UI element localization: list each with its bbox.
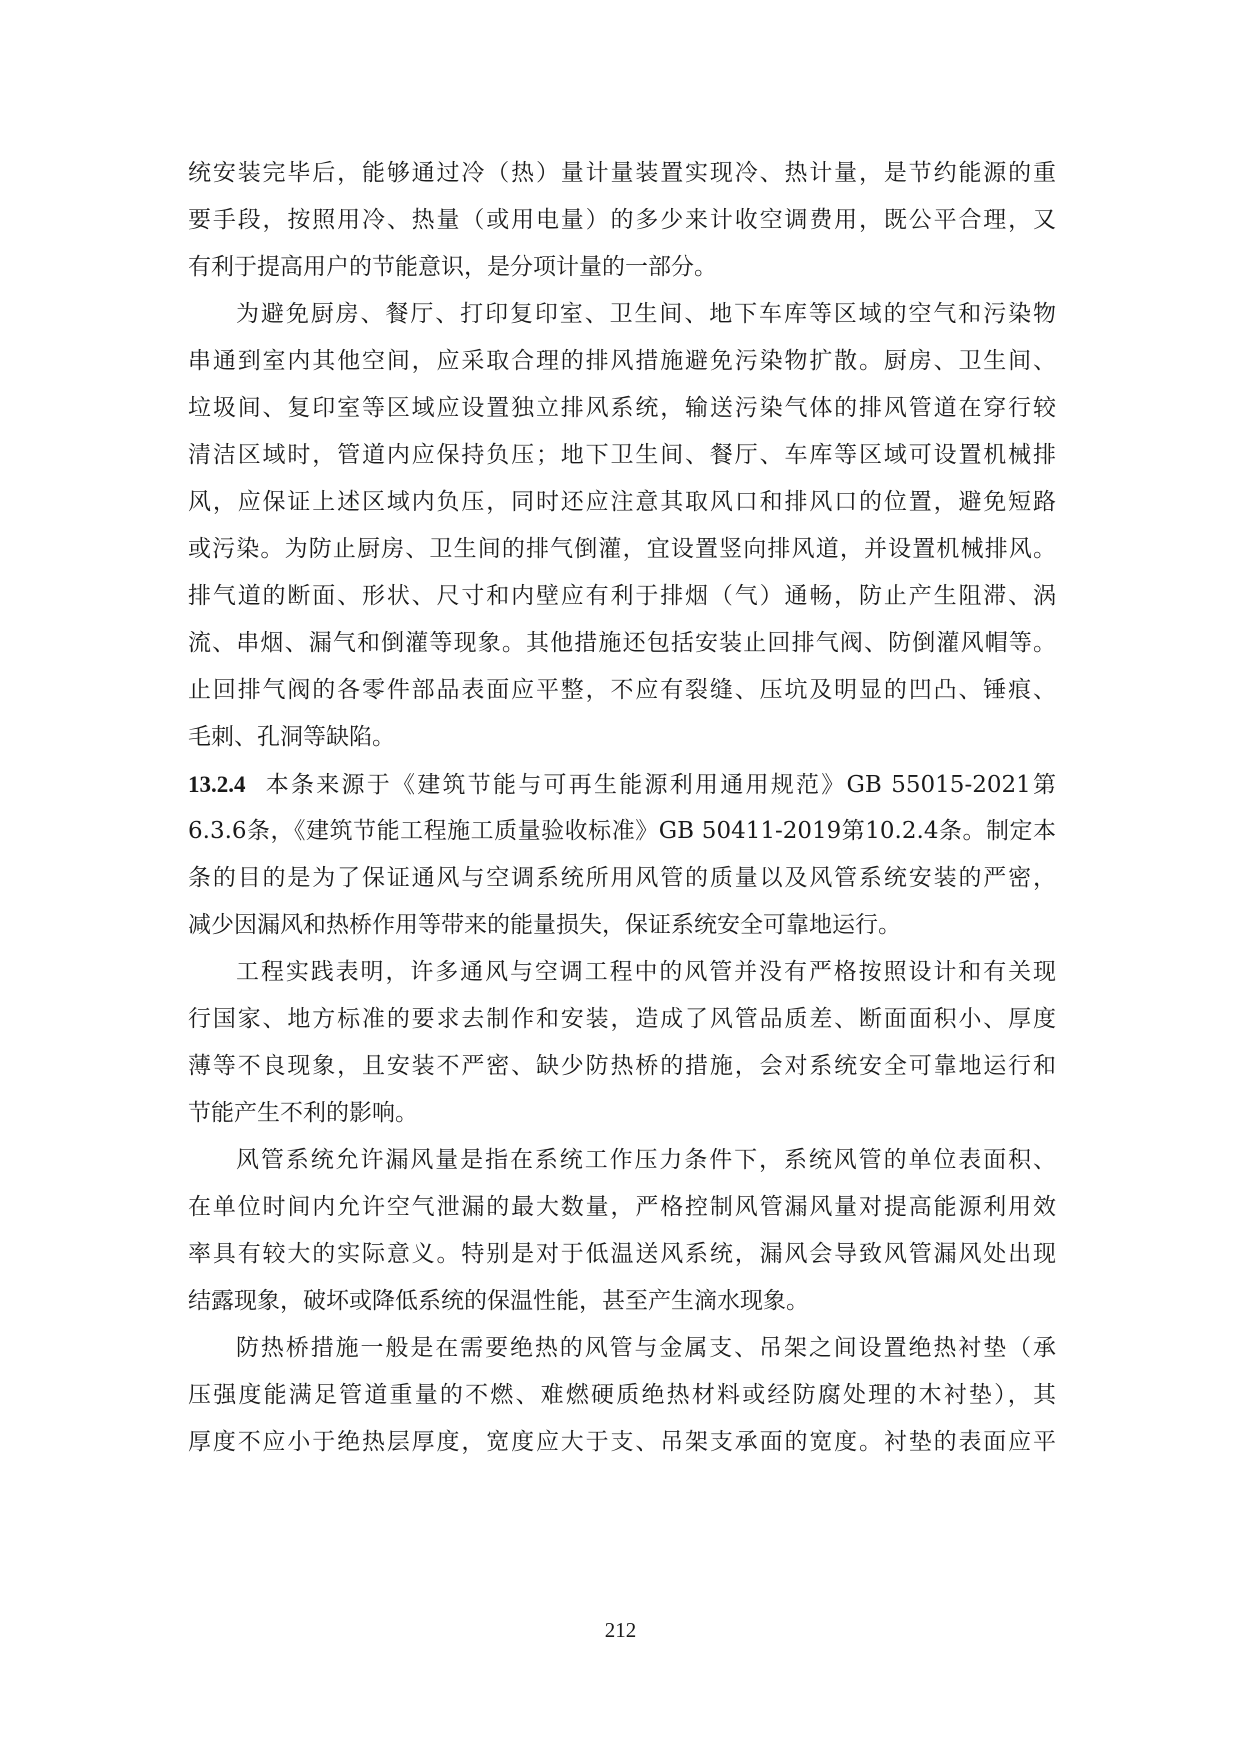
text-line: 要手段，按照用冷、热量（或用电量）的多少来计收空调费用，既公平合理，又 [188,207,1056,233]
text-line: 有利于提高用户的节能意识，是分项计量的一部分。 [188,254,717,280]
text-line: 风管系统允许漏风量是指在系统工作压力条件下，系统风管的单位表面积、 [236,1147,1056,1173]
text-line: 6.3.6条，《建筑节能工程施工质量验收标准》GB 50411-2019第10.2.4条。制定本 [188,818,1056,844]
text-line: 流、串烟、漏气和倒灌等现象。其他措施还包括安装止回排气阀、防倒灌风帽等。 [188,630,1056,656]
text-line: 薄等不良现象，且安装不严密、缺少防热桥的措施，会对系统安全可靠地运行和 [188,1053,1056,1079]
text-line: 清洁区域时，管道内应保持负压；地下卫生间、餐厅、车库等区域可设置机械排 [188,442,1056,468]
text-line: 统安装完毕后，能够通过冷（热）量计量装置实现冷、热计量，是节约能源的重 [188,160,1056,186]
text-line: 防热桥措施一般是在需要绝热的风管与金属支、吊架之间设置绝热衬垫（承 [236,1335,1056,1361]
text-line: 或污染。为防止厨房、卫生间的排气倒灌，宜设置竖向排风道，并设置机械排风。 [188,536,1056,562]
text-line: 条的目的是为了保证通风与空调系统所用风管的质量以及风管系统安装的严密， [188,865,1056,891]
text-line: 率具有较大的实际意义。特别是对于低温送风系统，漏风会导致风管漏风处出现 [188,1241,1056,1267]
text-line: 减少因漏风和热桥作用等带来的能量损失，保证系统安全可靠地运行。 [188,912,901,938]
clause-number: 13.2.4 [188,772,246,797]
body-text [188,150,1056,1466]
text-line: 毛刺、孔洞等缺陷。 [188,724,395,750]
text-line: 止回排气阀的各零件部品表面应平整，不应有裂缝、压坑及明显的凹凸、锤痕、 [188,677,1056,703]
page-number: 212 [604,1618,637,1642]
text-line: 节能产生不利的影响。 [188,1100,418,1126]
text-line: 串通到室内其他空间，应采取合理的排风措施避免污染物扩散。厨房、卫生间、 [188,348,1056,374]
text-line: 垃圾间、复印室等区域应设置独立排风系统，输送污染气体的排风管道在穿行较 [188,395,1056,421]
text-line: 行国家、地方标准的要求去制作和安装，造成了风管品质差、断面面积小、厚度 [188,1006,1056,1032]
text-line: 排气道的断面、形状、尺寸和内壁应有利于排烟（气）通畅，防止产生阻滞、涡 [188,583,1056,609]
text-line: 厚度不应小于绝热层厚度，宽度应大于支、吊架支承面的宽度。衬垫的表面应平 [188,1429,1056,1455]
text-line: 为避免厨房、餐厅、打印复印室、卫生间、地下车库等区域的空气和污染物 [236,301,1056,327]
clause-first-line [188,761,1056,808]
text-line: 本条来源于《建筑节能与可再生能源利用通用规范》GB 55015-2021第 [263,772,1056,798]
text-line: 结露现象，破坏或降低系统的保温性能，甚至产生滴水现象。 [188,1288,809,1314]
text-line: 工程实践表明，许多通风与空调工程中的风管并没有严格按照设计和有关现 [236,959,1056,985]
text-line: 在单位时间内允许空气泄漏的最大数量，严格控制风管漏风量对提高能源利用效 [188,1194,1056,1220]
text-line: 压强度能满足管道重量的不燃、难燃硬质绝热材料或经防腐处理的木衬垫），其 [188,1382,1056,1408]
text-line: 风，应保证上述区域内负压，同时还应注意其取风口和排风口的位置，避免短路 [188,489,1056,515]
